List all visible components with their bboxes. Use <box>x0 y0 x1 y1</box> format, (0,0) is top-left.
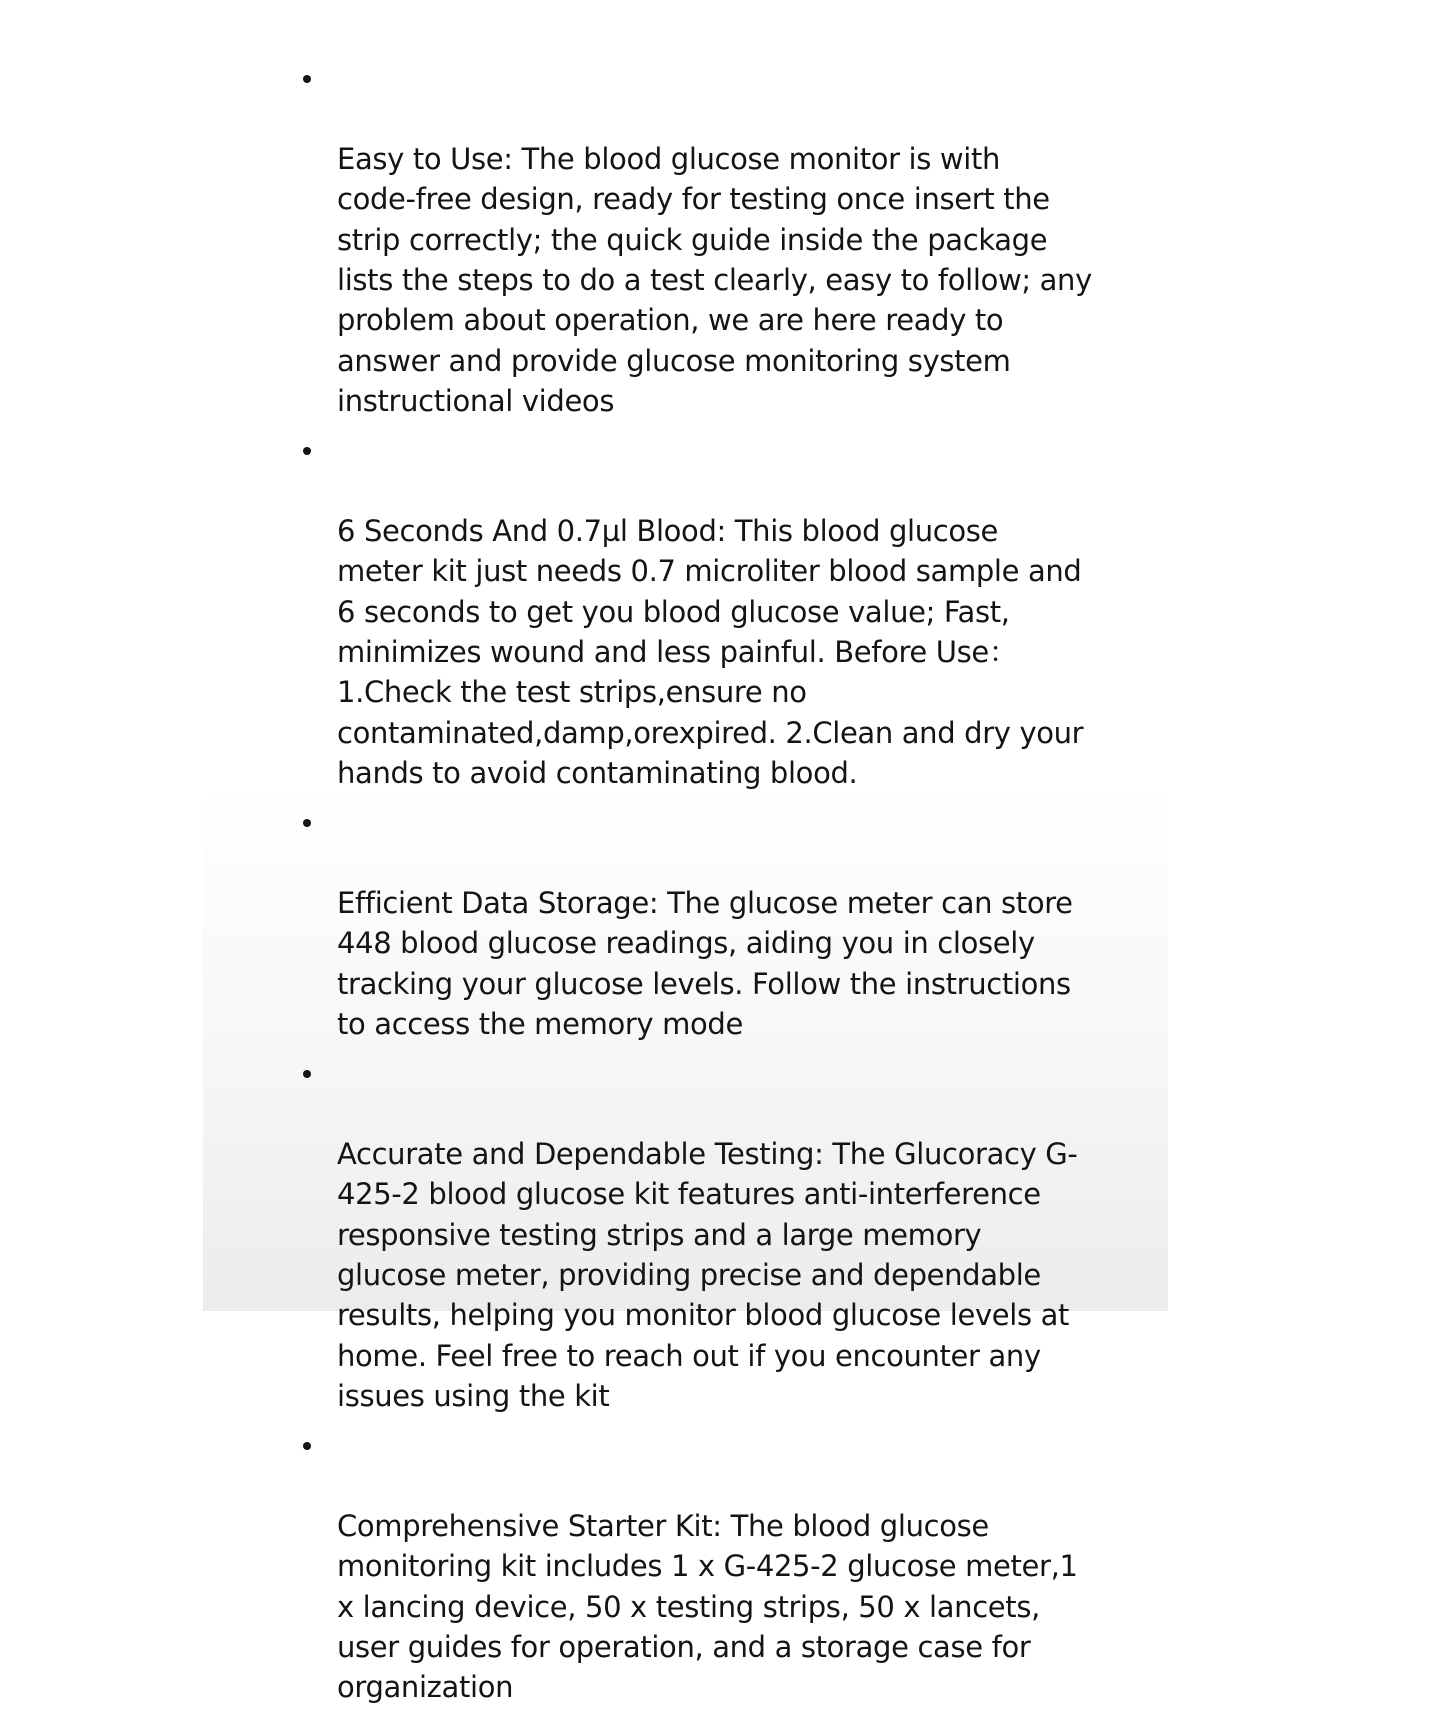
bullet-dot-icon <box>303 447 311 455</box>
bullet-dot-icon <box>303 1442 311 1450</box>
feature-bullet-list <box>337 58 1127 1716</box>
bullet-text: Efficient Data Storage: The glucose meter can store 448 blood glucose readings, aiding you in closely tracking your glucose levels. Follow the instructions to access the memory mode <box>337 885 1073 1042</box>
bullet-text: Accurate and Dependable Testing: The Glucoracy G- 425-2 blood glucose kit features anti-interference responsive testing strips and a large memory glucose meter, providing precise and dependable results, helping you monitor blood glucose levels at home. Feel free to reach out if you encounter any issues using the kit <box>337 1136 1078 1414</box>
bullet-text: Comprehensive Starter Kit: The blood glucose monitoring kit includes 1 x G-425-2 glucose meter,1 x lancing device, 50 x testing strips, 50 x lancets, user guides for operation, and a storage case for organization <box>337 1508 1078 1705</box>
bullet-text: 6 Seconds And 0.7µl Blood: This blood glucose meter kit just needs 0.7 microliter blood sample and 6 seconds to get you blood glucose value; Fast, minimizes wound and less painful. Before Use： 1.Check the test strips,ensure no contaminated,damp,orexpired. 2.Clean and dry your hands to avoid contaminating blood. <box>337 513 1084 791</box>
bullet-starter-kit <box>337 1425 1127 1708</box>
bullet-dot-icon <box>303 75 311 83</box>
bullet-accurate-testing <box>337 1053 1127 1417</box>
bullet-dot-icon <box>303 1070 311 1078</box>
bullet-easy-to-use <box>337 58 1127 422</box>
bullet-data-storage <box>337 802 1127 1044</box>
bullet-six-seconds <box>337 430 1127 794</box>
bullet-text: Easy to Use: The blood glucose monitor is with code-free design, ready for testing once insert the strip correctly; the quick guide inside the package lists the steps to do a test clearly, easy to follow; any problem about operation, we are here ready to answer and provide glucose monitoring system instructional videos <box>337 141 1092 419</box>
